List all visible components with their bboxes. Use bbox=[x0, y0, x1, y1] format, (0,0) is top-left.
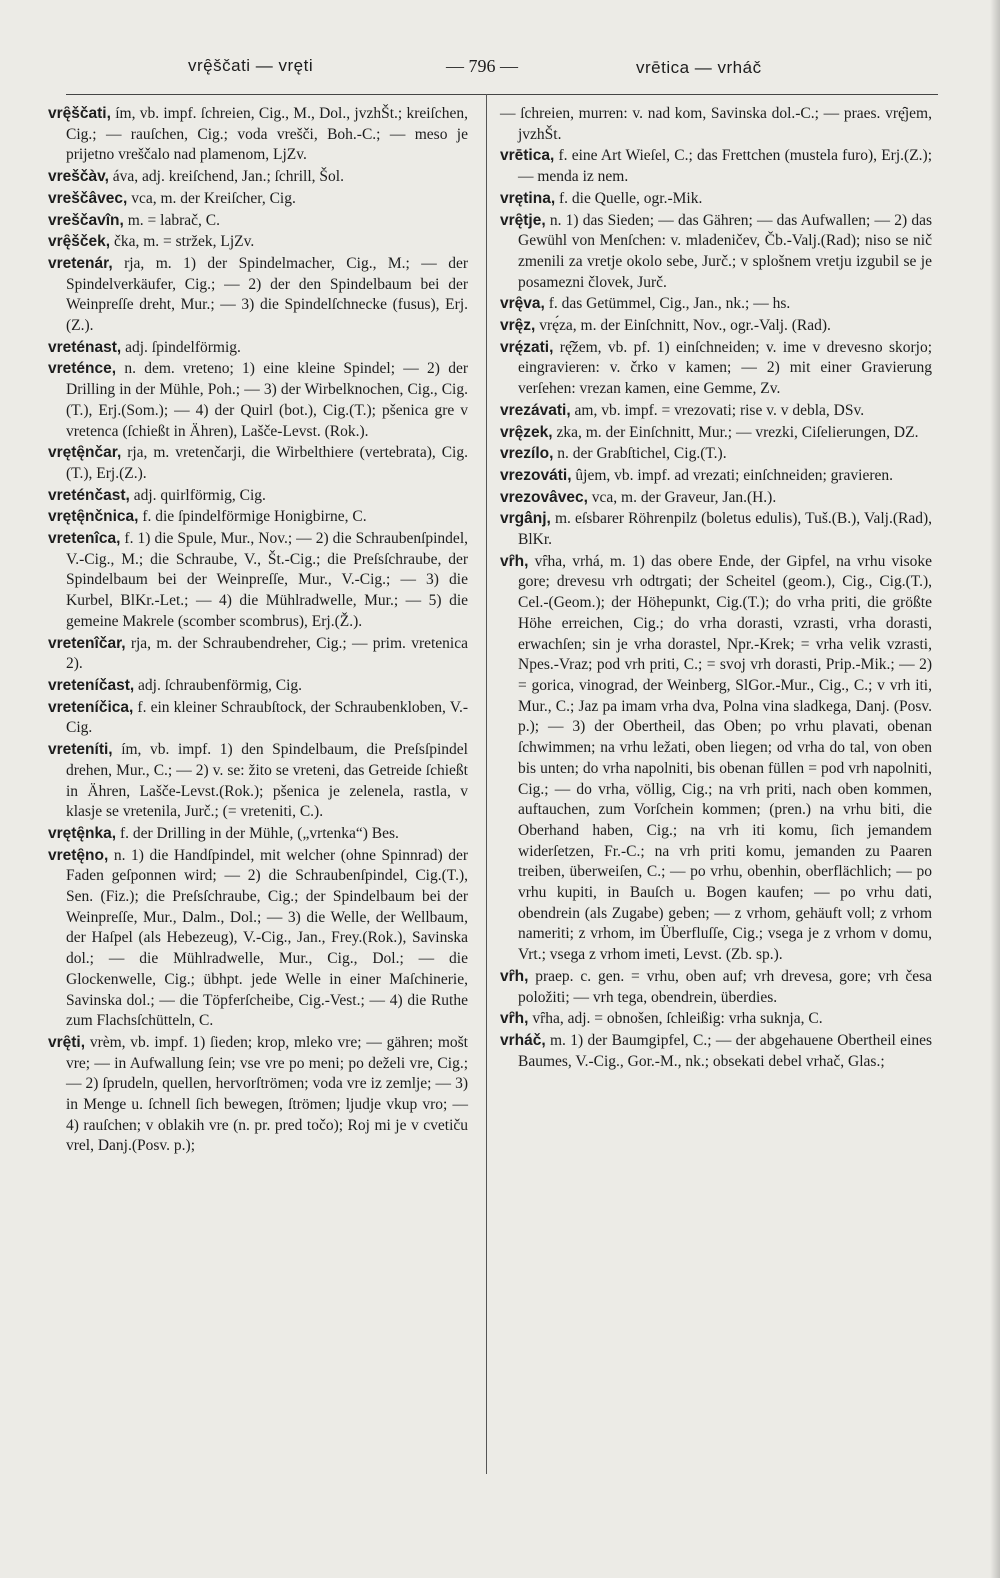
entry-headword: vrētica, bbox=[500, 147, 555, 165]
entry-headword: vrę̑šček, bbox=[48, 233, 111, 251]
dictionary-entry bbox=[500, 294, 932, 315]
entry-definition: vȓha, vrhá, m. 1) das obere Ende, der Gipfel, na vrhu visoke gore; drevesu vrh odtrgati; der Scheitel (geom.), Cig., Cig.(T.), Cel.-(Geom.); der Höhepunkt, Cig.(T.); do vrha priti, die größte Höhe erreichen, Cig.; do vrha dorasti, vzrasti, vrha dorasti, erwachſen; sin je vrha dorastel, Npr.-Krek; = vrha velik vzrasti, Npes.-Vraz; pod vrh priti, C.; = svoj vrh dorasti, Prip.-Mik.; — 2) = gorica, vinograd, der Weinberg, SlGor.-Mur., Cig., C.; v vrh iti, Mur., C.; Jaz pa imam vrha dva, Polna vina sladkega, Danj. (Posv. p.); — 3) der Obertheil, das Oben; po vrhu plavati, obenan ſchwimmen; na vrhu ležati, oben liegen; od vrha do tal, von oben bis unten; do vrha napolniti, bis obenan füllen = pod vrh napolniti, Cig.; — do vrha, völlig, Cig.; na vrh priti, nach oben kommen, auftauchen, zum Vorſchein kommen; (pren.) na vrhu biti, die Oberhand haben, Cig.; na vrh iti komu, ſich jemandem widerſetzen, Fr.-C.; na vrh priti komu, jemanden zu Paaren treiben, überweiſen, C.; — po vrhu, obenhin, oberflächlich; — po vrhu kupiti, in Bauſch u. Bogen kaufen; — po vrhu dati, obendrein (als Zugabe) geben; — z vrhom, gehäuft voll; z vrhom nameriti; z vrhom, im Überfluſſe, Cig.; vsega je z vrhom v domu, Vrt.; vsega z vrhom imeti, Levst. (Zb. sp.). bbox=[518, 552, 932, 964]
entry-headword: vrháč, bbox=[500, 1031, 546, 1049]
entry-definition: vca, m. der Graveur, Jan.(H.). bbox=[587, 488, 777, 506]
entry-definition: n. 1) die Handſpindel, mit welcher (ohne Spinnrad) der Faden geſponnen wird; — 2) die Schraubenſpindel, Cig.(T.), Sen. (Fiz.); die Preſsſchraube, Cig.; der Spindelbaum bei der Weinpreſſe, Mur., Dalm., Dol.; — 3) die Welle, der Wellbaum, der Haſpel (als Hebezeug), V.-Cig., Jan., Frey.(Rok.), Savinska dol.; — die Mühlradwelle, Mur., Cig., Dol.; — die Glockenwelle, Cig.; übhpt. jede Welle in einer Maſchinerie, Savinska dol.; — die Töpferſcheibe, Cig.-Vest.; — 4) die Ruthe zum Flachsſchütteln, C. bbox=[66, 846, 468, 1030]
entry-definition: rę̑žem, vb. pf. 1) einſchneiden; v. ime v drevesno skorjo; eingravieren: v. črko v kamen; — 2) mit einer Gravierung verſehen: vrezan kamen, eine Gemme, Zv. bbox=[518, 338, 932, 398]
entry-definition: f. das Getümmel, Cig., Jan., nk.; — hs. bbox=[544, 295, 791, 313]
entry-headword: vrgânj, bbox=[500, 510, 551, 528]
entry-headword: vrę̑ščati, bbox=[48, 105, 111, 122]
header-left-guideword: vrę̑ščati — vręti bbox=[188, 56, 314, 75]
dictionary-entry bbox=[48, 443, 468, 484]
entry-headword: vreščàv, bbox=[48, 168, 109, 186]
entry-definition: n. dem. vreteno; 1) eine kleine Spindel; — 2) der Drilling in der Mühle, Poh.; — 3) der Wirbelknochen, Cig., Cig.(T.), Erj.(Som.); — 4) der Quirl (bot.), Cig.(T.); pšenica gre v vretenca (ſchießt in Ähren), Lašče-Levst. (Rok.). bbox=[66, 360, 468, 440]
entry-definition: f. die ſpindelförmige Honigbirne, C. bbox=[138, 508, 367, 526]
dictionary-entry bbox=[48, 846, 468, 1032]
entry-headword: vrezávati, bbox=[500, 401, 571, 419]
dictionary-entry bbox=[500, 338, 932, 400]
entry-headword: vrę́zati, bbox=[500, 338, 554, 356]
dictionary-entry bbox=[500, 444, 932, 465]
entry-definition: adj. ſchraubenförmig, Cig. bbox=[134, 676, 303, 694]
entry-definition: m. eſsbarer Röhrenpilz (boletus edulis), Tuš.(B.), Valj.(Rad), BlKr. bbox=[518, 510, 932, 549]
dictionary-entry bbox=[500, 316, 932, 337]
dictionary-entry bbox=[48, 824, 468, 845]
page-number: — 796 — bbox=[446, 56, 518, 76]
dictionary-entry bbox=[48, 698, 468, 739]
entry-definition: n. 1) das Sieden; — das Gähren; — das Aufwallen; — 2) das Gewühl von Menſchen: v. mladeničev, Čb.-Valj.(Rad); niso se nič zmenili za vretje okolo sebe, Jurč.; v splošnem vretju izgubil se je posamezni človek, Jurč. bbox=[518, 211, 932, 291]
entry-headword: vȓh, bbox=[500, 552, 529, 570]
dictionary-entry bbox=[48, 189, 468, 210]
entry-definition: f. die Quelle, ogr.-Mik. bbox=[555, 189, 703, 207]
dictionary-entry bbox=[500, 967, 932, 1008]
dictionary-entry bbox=[500, 104, 932, 145]
entry-headword: vrę̑z, bbox=[500, 317, 536, 335]
entry-definition: n. der Grabſtichel, Cig.(T.). bbox=[553, 445, 727, 463]
entry-headword: vrętę̑nčar, bbox=[48, 444, 122, 462]
entry-headword: vrę̑zek, bbox=[500, 423, 553, 441]
dictionary-entry bbox=[500, 401, 932, 422]
dictionary-entry bbox=[500, 146, 932, 187]
entry-definition: am, vb. impf. = vrezovati; rise v. v debla, DSv. bbox=[570, 401, 865, 419]
dictionary-entry bbox=[48, 634, 468, 675]
entry-headword: vretę̑no, bbox=[48, 846, 109, 864]
dictionary-entry bbox=[48, 167, 468, 188]
left-column bbox=[48, 104, 468, 1158]
entry-definition: f. ein kleiner Schraubſtock, der Schraubenkloben, V.-Cig. bbox=[66, 698, 468, 737]
entry-headword: vreščavîn, bbox=[48, 211, 124, 229]
dictionary-entry bbox=[48, 359, 468, 442]
dictionary-entry bbox=[48, 338, 468, 359]
entry-headword: vrę̑tje, bbox=[500, 211, 546, 229]
entry-definition: ím, vb. impf. 1) den Spindelbaum, die Preſsſpindel drehen, Mur., C.; — 2) v. se: žito se vreteni, das Getreide ſchießt in Ähren, Lašče-Levst.(Rok.); pšenica je zelenela, rastla, v klasje se vretenila, Jurč.; (= vreteniti, C.). bbox=[66, 741, 468, 821]
dictionary-entry bbox=[48, 1033, 468, 1157]
entry-headword: vreteníti, bbox=[48, 741, 113, 759]
dictionary-entry bbox=[48, 486, 468, 507]
entry-definition: adj. ſpindelförmig. bbox=[121, 338, 241, 356]
column-divider bbox=[486, 94, 487, 1474]
entry-headword: vreténast, bbox=[48, 338, 122, 356]
scan-edge-shadow bbox=[990, 0, 1000, 1578]
entry-headword: vȓh, bbox=[500, 967, 529, 985]
entry-headword: vreténčast, bbox=[48, 486, 130, 504]
entry-definition: m. = labrač, C. bbox=[123, 211, 220, 229]
dictionary-entry bbox=[48, 507, 468, 528]
entry-definition: vrę́za, m. der Einſchnitt, Nov., ogr.-Valj. (Rad). bbox=[535, 317, 831, 335]
entry-definition: ím, vb. impf. ſchreien, Cig., M., Dol., jvzhŠt.; kreiſchen, Cig.; — rauſchen, Cig.; voda vrešči, Boh.-C.; — meso je prijetno vreščalo nad plamenom, LjZv. bbox=[66, 105, 468, 164]
dictionary-entry bbox=[500, 189, 932, 210]
right-column bbox=[500, 104, 932, 1073]
entry-definition: f. eine Art Wieſel, C.; das Frettchen (mustela furo), Erj.(Z.); — menda iz nem. bbox=[518, 147, 932, 186]
dictionary-entry bbox=[500, 466, 932, 487]
entry-headword: vreteníčica, bbox=[48, 698, 134, 716]
entry-definition: f. der Drilling in der Mühle, („vrtenka“) Bes. bbox=[116, 824, 399, 842]
dictionary-entry bbox=[48, 104, 468, 166]
dictionary-entry bbox=[48, 211, 468, 232]
entry-definition: — ſchreien, murren: v. nad kom, Savinska dol.-C.; — praes. vrę̑jem, jvzhŠt. bbox=[500, 105, 932, 143]
entry-definition: vrèm, vb. impf. 1) ſieden; krop, mleko vre; — gähren; mošt vre; — in Aufwallung ſein; vse vre po meni; po deželi vre, Cig.; — 2) ſprudeln, quellen, hervorſtrömen; voda vre iz zemlje; — 3) in Menge u. ſchnell ſich bewegen, ſtrömen; ljudje vkup vro; — 4) rauſchen; v oblakih vre (n. pr. pred točo); Roj mi je v cvetiču vrel, Danj.(Posv. p.); bbox=[66, 1033, 468, 1155]
dictionary-entry bbox=[500, 552, 932, 966]
entry-definition: čka, m. = stržek, LjZv. bbox=[110, 233, 255, 251]
dictionary-entry bbox=[48, 529, 468, 633]
entry-headword: vrę̑va, bbox=[500, 295, 545, 313]
entry-definition: ûjem, vb. impf. ad vrezati; einſchneiden; gravieren. bbox=[571, 466, 894, 484]
page-header bbox=[0, 52, 1000, 92]
entry-headword: vrę̑ti, bbox=[48, 1033, 86, 1051]
entry-definition: vȓha, adj. = obnošen, ſchleißig: vrha suknja, C. bbox=[528, 1010, 823, 1028]
entry-definition: vca, m. der Kreiſcher, Cig. bbox=[127, 189, 296, 207]
header-rule bbox=[66, 94, 938, 95]
entry-definition: áva, adj. kreiſchend, Jan.; ſchrill, Šol. bbox=[108, 168, 344, 186]
entry-headword: vreteníčast, bbox=[48, 676, 135, 694]
entry-definition: f. 1) die Spule, Mur., Nov.; — 2) die Schraubenſpindel, V.-Cig., M.; die Schraube, V., Št.-Cig.; die Preſsſchraube, der Spindelbaum bei der Weinpreſſe, Mur., V.-Cig.; — 3) die Kurbel, BlKr.-Let.; — 4) die Mühlradwelle, Mur.; — 5) die gemeine Makrele (scomber scombrus), Erj.(Ž.). bbox=[66, 530, 468, 630]
entry-headword: vreténce, bbox=[48, 360, 117, 378]
dictionary-entry bbox=[48, 232, 468, 253]
entry-definition: rja, m. der Schraubendreher, Cig.; — prim. vretenica 2). bbox=[66, 634, 468, 673]
entry-headword: vrezovâvec, bbox=[500, 488, 588, 506]
entry-definition: adj. quirlförmig, Cig. bbox=[129, 486, 266, 504]
dictionary-entry bbox=[48, 740, 468, 823]
entry-definition: rja, m. vretenčarji, die Wirbelthiere (vertebrata), Cig.(T.), Erj.(Z.). bbox=[66, 444, 468, 482]
entry-headword: vrezílo, bbox=[500, 445, 554, 463]
entry-headword: vȓh, bbox=[500, 1010, 529, 1028]
entry-headword: vreščâvec, bbox=[48, 189, 128, 207]
entry-headword: vrętina, bbox=[500, 189, 556, 207]
entry-definition: zka, m. der Einſchnitt, Mur.; — vrezki, Ciſelierungen, DZ. bbox=[552, 423, 919, 441]
dictionary-entry bbox=[500, 488, 932, 509]
dictionary-entry bbox=[48, 254, 468, 337]
dictionary-entry bbox=[500, 1031, 932, 1072]
entry-headword: vretenîčar, bbox=[48, 634, 126, 652]
entry-headword: vrezováti, bbox=[500, 466, 572, 484]
dictionary-entry bbox=[500, 1009, 932, 1030]
entry-headword: vretenîca, bbox=[48, 530, 121, 548]
entry-headword: vretenár, bbox=[48, 254, 113, 272]
dictionary-entry bbox=[500, 509, 932, 550]
dictionary-entry bbox=[500, 423, 932, 444]
entry-definition: m. 1) der Baumgipfel, C.; — der abgehauene Obertheil eines Baumes, V.-Cig., Gor.-M., nk.; obsekati debel vrhač, Glas.; bbox=[518, 1031, 932, 1070]
entry-definition: rja, m. 1) der Spindelmacher, Cig., M.; — der Spindelverkäufer, Cig.; — 2) der den Spindelbaum bei der Weinpreſſe dreht, Mur.; — 3) die Spindelſchnecke (fusus), Erj. (Z.). bbox=[66, 254, 468, 335]
header-right-guideword: vrētica — vrháč bbox=[636, 58, 762, 77]
entry-headword: vrętę̑nka, bbox=[48, 824, 117, 842]
dictionary-entry bbox=[48, 676, 468, 697]
dictionary-entry bbox=[500, 211, 932, 294]
entry-definition: praep. c. gen. = vrhu, oben auf; vrh drevesa, gore; vrh česa položiti; — vrh tega, obendrein, überdies. bbox=[518, 967, 932, 1006]
entry-headword: vrętę̑nčnica, bbox=[48, 508, 139, 526]
